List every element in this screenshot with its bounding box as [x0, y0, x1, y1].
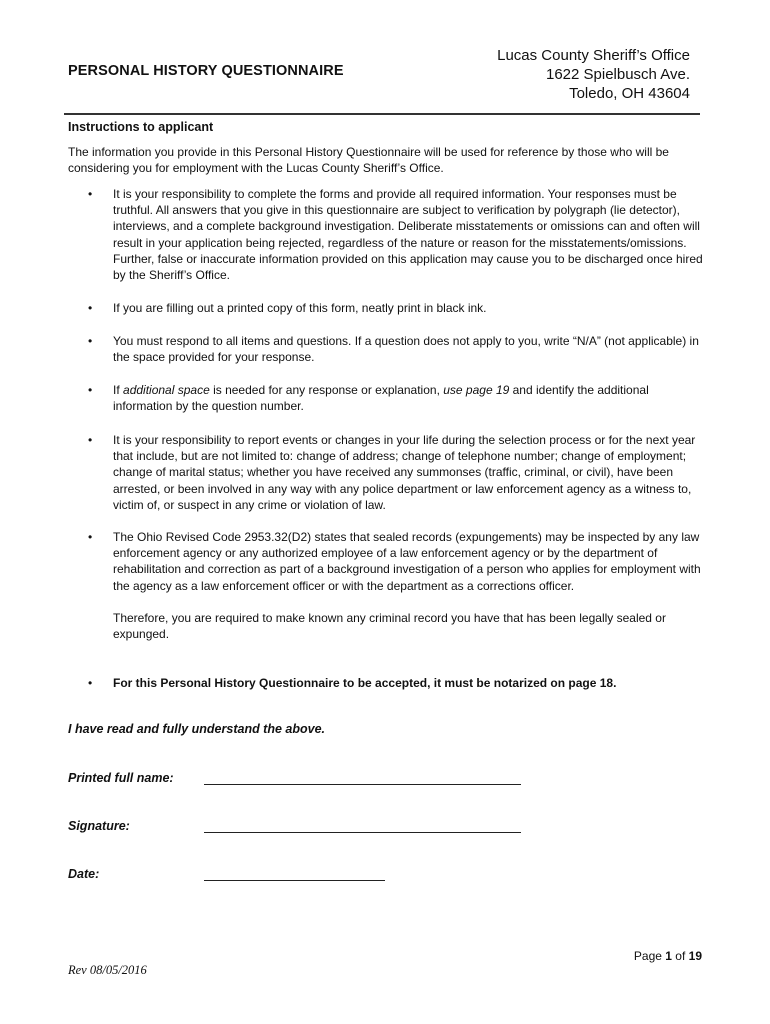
bullet-marker: •	[88, 301, 93, 315]
date-label: Date:	[68, 867, 100, 881]
instructions-heading: Instructions to applicant	[68, 120, 214, 134]
page-current: 1	[665, 949, 672, 963]
notarization-notice: For this Personal History Questionnaire to be accepted, it must be notarized on page 18.	[113, 676, 617, 690]
bullet-marker: •	[88, 383, 93, 397]
date-field[interactable]	[204, 880, 385, 881]
office-city: Toledo, OH 43604	[569, 85, 690, 102]
instruction-text: It is your responsibility to report events or changes in your life during the selection process or for the next year that include, but are not limited to: change of address; change of telephone number; change of employment; change of marital status; whether you have received any summonses (traffic, criminal, or civil), have been arrested, or been involved in any way with any police department or law enforcement agency as a witness to, victim of, or suspect in any crime or violation of law.	[113, 433, 696, 512]
bullet-marker: •	[88, 433, 93, 447]
bullet-marker: •	[88, 530, 93, 544]
bullet-marker: •	[88, 676, 93, 690]
page-of: of	[671, 949, 689, 963]
office-address-block	[497, 46, 690, 103]
instruction-text	[113, 382, 703, 414]
expunged-paragraph: Therefore, you are required to make known any criminal record you have that has been legally sealed or expunged.	[113, 610, 666, 642]
acknowledgement-statement: I have read and fully understand the above.	[68, 722, 326, 736]
page-19-reference: use page 19	[443, 383, 510, 397]
instruction-text: You must respond to all items and questions. If a question does not apply to you, write “N/A” (not applicable) in the space provided for your response.	[113, 334, 699, 365]
instruction-text: It is your responsibility to complete the forms and provide all required information. Your responses must be truthful. All answers that you give in this questionnaire are subject to verification by polygraph (lie detector), interviews, and a complete background investigation. Deliberate misstatements or omissions can and often will result in your application being rejected, regardless of the nature or reason for the misstatements/omissions. Further, false or inaccurate information provided on this application may cause you to be discharged once hired by the Sheriff’s Office.	[113, 187, 703, 283]
office-name: Lucas County Sheriff’s Office	[497, 47, 690, 64]
signature-field[interactable]	[204, 832, 521, 833]
printed-name-label: Printed full name:	[68, 771, 174, 785]
additional-space-emphasis: additional space	[123, 383, 210, 397]
instruction-text-part: and identify the additional information by the question number.	[113, 383, 649, 414]
revision-date: Rev 08/05/2016	[68, 963, 147, 977]
page-prefix: Page	[633, 949, 666, 963]
page-total: 19	[688, 949, 702, 963]
bullet-marker: •	[88, 334, 93, 348]
instruction-text-part: If	[113, 383, 124, 397]
office-street: 1622 Spielbusch Ave.	[545, 66, 690, 83]
instruction-text	[113, 529, 703, 642]
instruction-text: If you are filling out a printed copy of this form, neatly print in black ink.	[113, 301, 487, 315]
instruction-text-part: is needed for any response or explanation,	[209, 383, 444, 397]
header-divider	[64, 113, 700, 115]
document-title: PERSONAL HISTORY QUESTIONNAIRE	[68, 63, 344, 79]
printed-name-field[interactable]	[204, 784, 521, 785]
page-number	[634, 949, 702, 963]
signature-label: Signature:	[68, 819, 130, 833]
instructions-intro: The information you provide in this Personal History Questionnaire will be used for reference by those who will be considering you for employment with the Lucas County Sheriff’s Office.	[68, 145, 669, 175]
sealed-records-paragraph: The Ohio Revised Code 2953.32(D2) states that sealed records (expungements) may be inspected by any law enforcement agency or any authorized employee of a law enforcement agency or by the department of rehabilitation and correction as part of a background investigation of a person who applies for employment with the agency as a law enforcement officer or with the department as a corrections officer.	[113, 530, 701, 593]
bullet-marker: •	[88, 187, 93, 201]
